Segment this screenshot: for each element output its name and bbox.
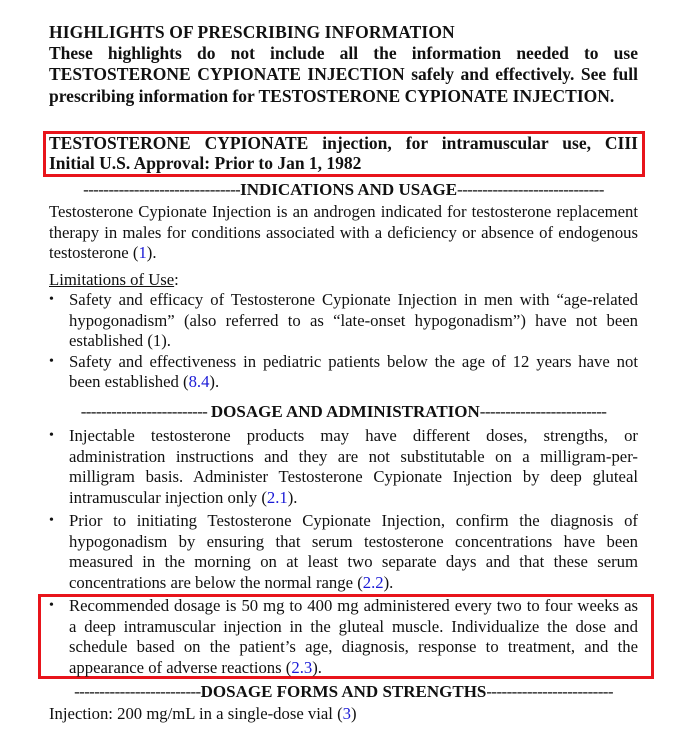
list-item (49, 290, 638, 352)
bullet-icon: • (49, 353, 54, 369)
forms-text: Injection: 200 mg/mL in a single-dose vial ( (49, 704, 343, 723)
forms-title: DOSAGE FORMS AND STRENGTHS (200, 682, 487, 701)
initial-approval-line: Initial U.S. Approval: Prior to Jan 1, 1982 (49, 153, 362, 173)
ref-link-2-3[interactable]: 2.3 (291, 657, 313, 677)
forms-section (49, 682, 638, 725)
list-item (49, 596, 638, 678)
list-item-text-end: ). (312, 657, 322, 677)
list-item (49, 511, 638, 593)
dosage-list (49, 426, 638, 593)
header-divider-right: ----------------------------- (457, 180, 604, 199)
bullet-icon: • (49, 428, 54, 443)
product-name-line: TESTOSTERONE CYPIONATE injection, for intramuscular use, CIII (49, 133, 638, 153)
forms-body (49, 704, 638, 725)
recommended-dosage-block (49, 596, 638, 678)
recommended-dosage-list (49, 596, 638, 678)
limitations-list (49, 290, 638, 393)
ref-link-3[interactable]: 3 (342, 704, 352, 723)
list-item (49, 352, 638, 393)
product-title (49, 133, 638, 173)
indications-header (49, 180, 638, 200)
header-divider-right: ------------------------- (479, 402, 607, 421)
header-divider-left: ------------------------- (74, 682, 201, 701)
forms-header (49, 682, 638, 702)
list-item-text-end: ). (287, 487, 298, 507)
bullet-icon: • (49, 292, 54, 307)
list-item-text: Safety and efficacy of Testosterone Cypionate Injection in men with “age-related hypogonadism” (also referred to as “late-onset hypogonadism”) have not been established (1). (69, 290, 638, 350)
list-item (49, 426, 638, 508)
limitations-of-use-heading: Limitations of Use (49, 269, 175, 289)
forms-text-end: ) (351, 704, 357, 723)
list-item-text: Injectable testosterone products may have different doses, strengths, or administration instructions and they are not substitutable on a milligram-per-milligram basis. Administer Testosterone Cypionate Injection by deep gluteal intramuscular injection only ( (69, 426, 638, 507)
list-item-text-end: ). (383, 572, 394, 592)
header-divider-left: ------------------------- (80, 402, 211, 421)
bullet-icon: • (49, 598, 54, 613)
limitations-colon: : (174, 269, 179, 289)
dosage-title: DOSAGE AND ADMINISTRATION (210, 402, 480, 421)
ref-link-8-4[interactable]: 8.4 (188, 372, 210, 391)
indications-text: Testosterone Cypionate Injection is an androgen indicated for testosterone replacement therapy in males for conditions associated with a deficiency or absence of endogenous testosterone ( (49, 202, 638, 262)
dosage-section (49, 402, 638, 593)
highlights-title: HIGHLIGHTS OF PRESCRIBING INFORMATION (49, 22, 455, 42)
header-divider-left: ------------------------------- (83, 180, 241, 199)
limitations-label (49, 270, 638, 291)
highlights-disclaimer: These highlights do not include all the information needed to use TESTOSTERONE CYPIONATE INJECTION safely and effectively. See full prescribing information for TESTOSTERONE CYPIONATE INJECTION. (49, 43, 638, 106)
indications-title: INDICATIONS AND USAGE (240, 180, 458, 199)
bullet-icon: • (49, 513, 54, 528)
list-item-text: Safety and effectiveness in pediatric patients below the age of 12 years have not been established ( (69, 351, 638, 391)
ref-link-1[interactable]: 1 (138, 243, 147, 262)
dosage-header (49, 402, 638, 422)
ref-link-2-2[interactable]: 2.2 (362, 572, 384, 592)
indications-body (49, 202, 638, 264)
list-item-text-end: ). (209, 372, 220, 391)
highlights-block (49, 22, 638, 107)
ref-link-2-1[interactable]: 2.1 (266, 487, 288, 507)
list-item-text: Prior to initiating Testosterone Cypionate Injection, confirm the diagnosis of hypogonadism by ensuring that serum testosterone concentrations have been measured in the morning on at least two separate days and that these serum concentrations are below the normal range ( (69, 511, 638, 592)
header-divider-right: ------------------------- (486, 682, 613, 701)
indications-section (49, 180, 638, 393)
list-item-text: Recommended dosage is 50 mg to 400 mg administered every two to four weeks as a deep intramuscular injection in the gluteal muscle. Individualize the dose and schedule based on the patient’s age, diagnosis, response to treatment, and the appearance of adverse reactions ( (69, 596, 638, 677)
indications-text-end: ). (146, 243, 157, 262)
